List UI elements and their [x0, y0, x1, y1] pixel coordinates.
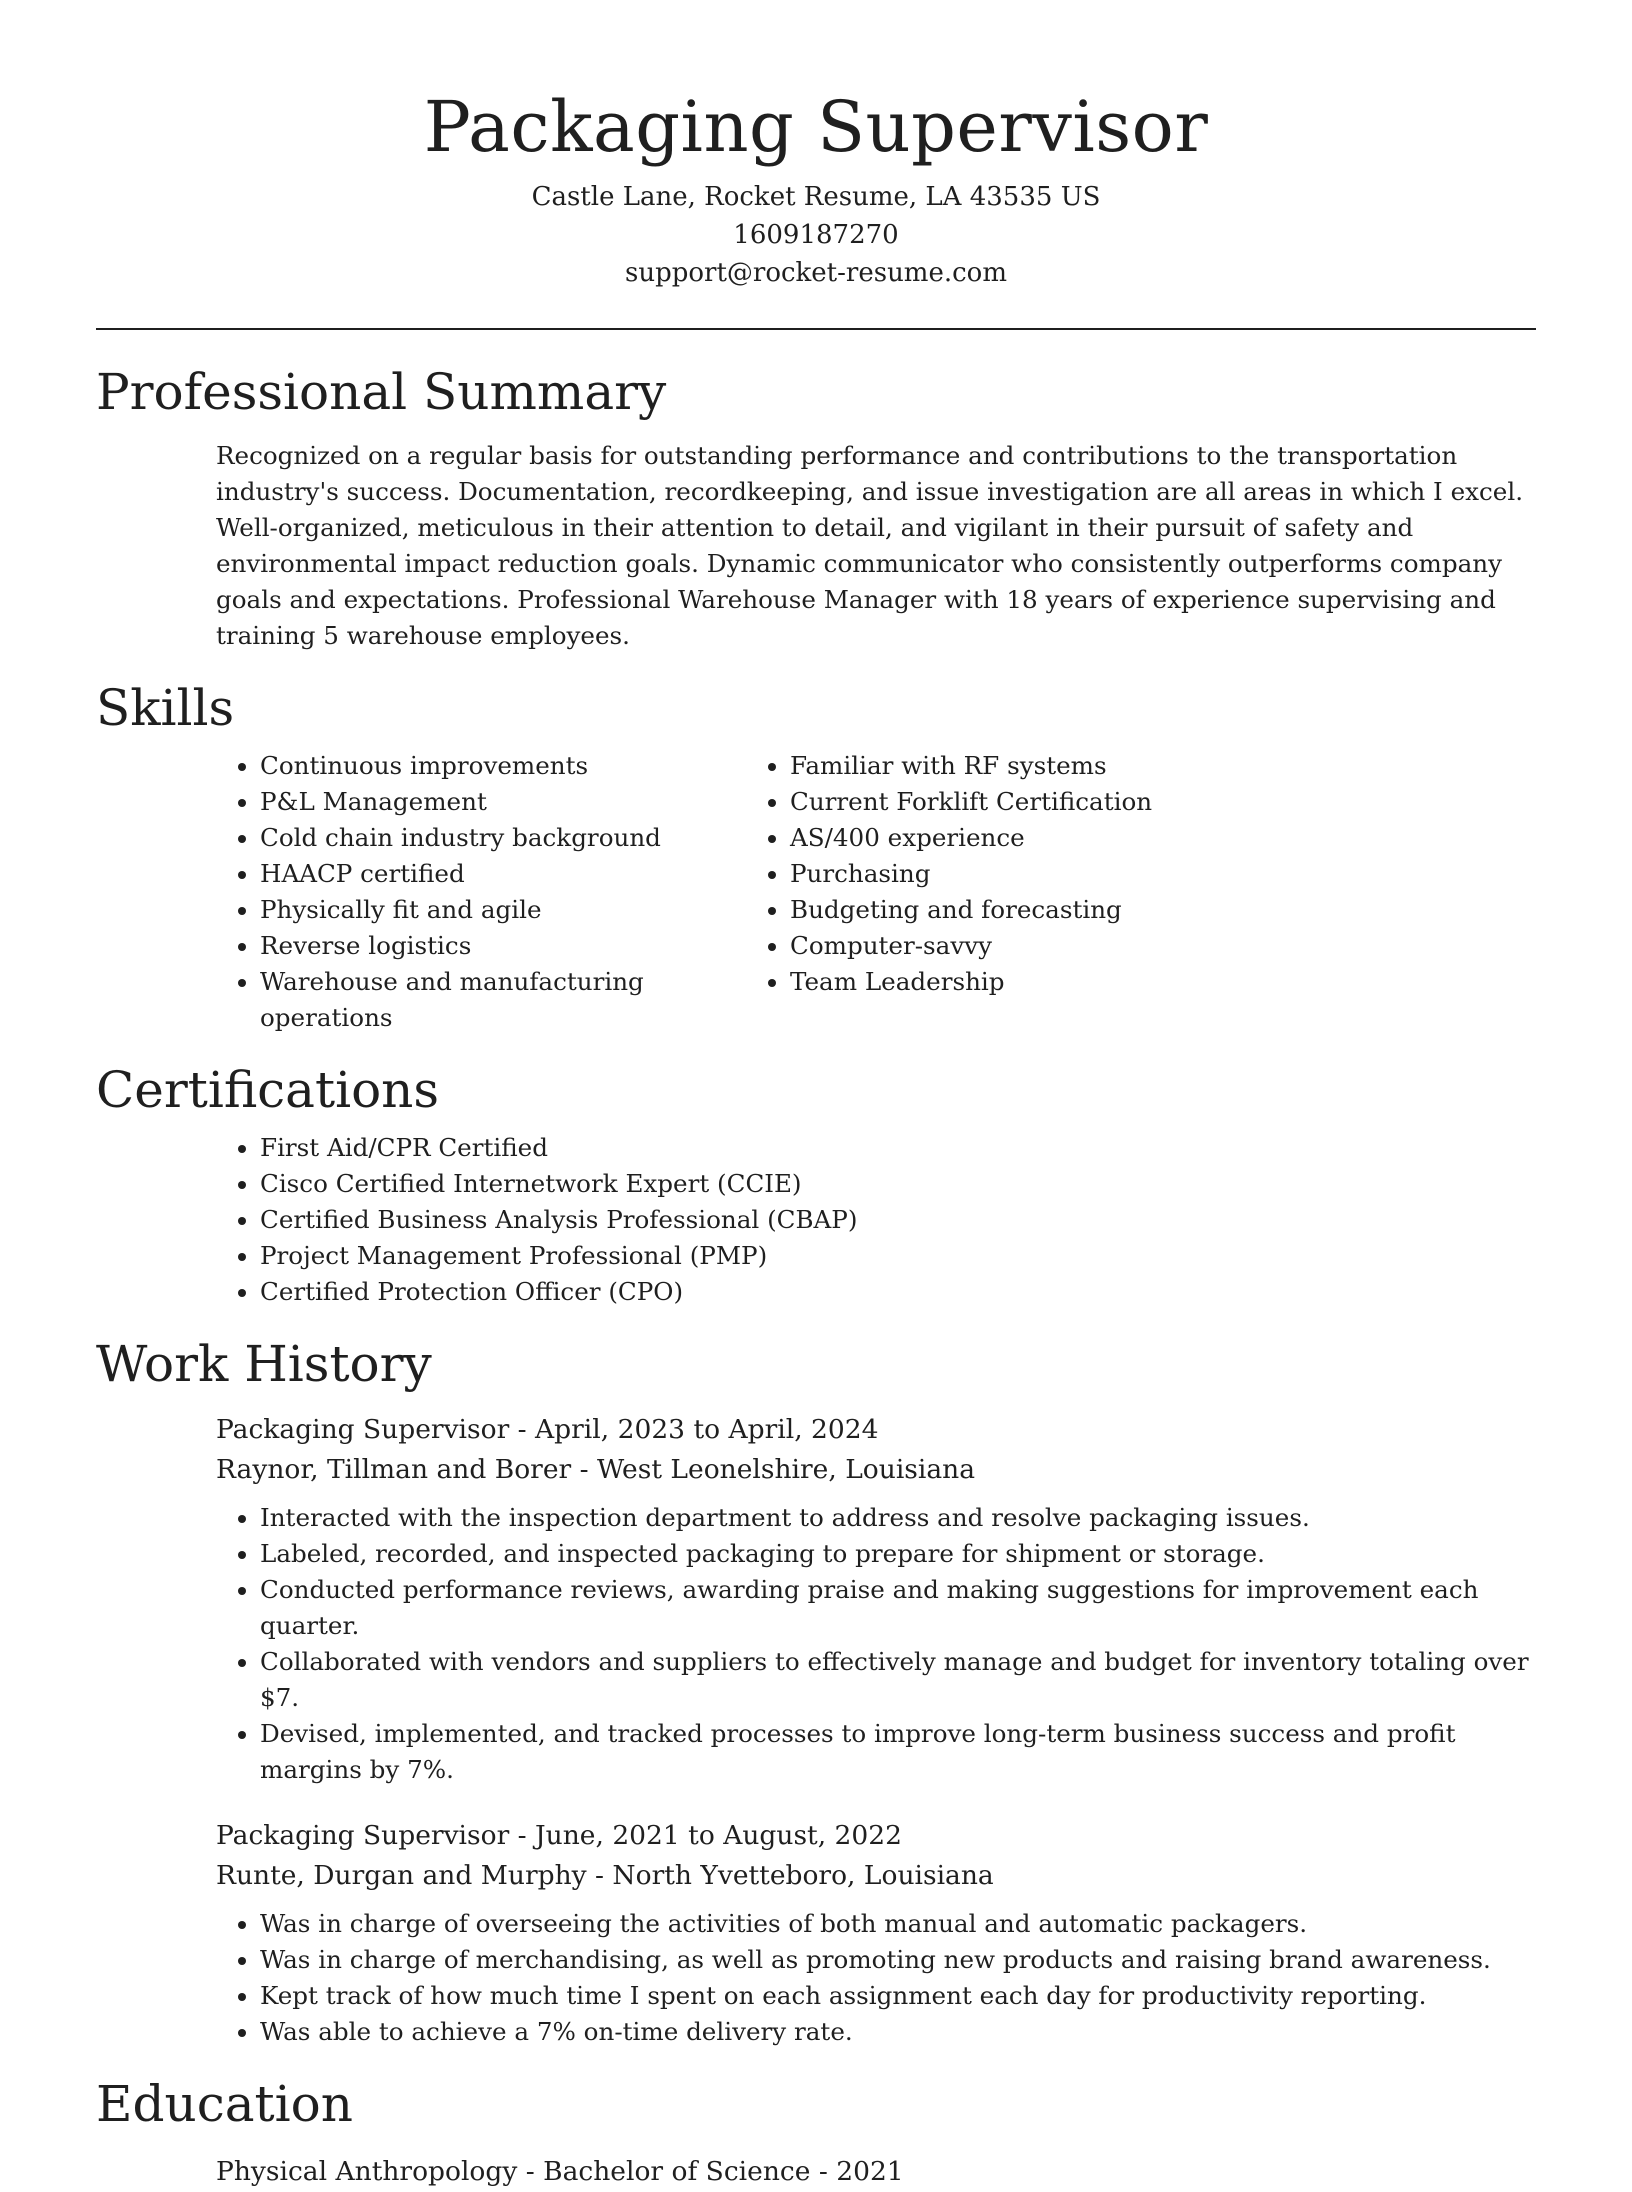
skills-list-right: [746, 748, 1152, 1000]
certification-item: • Certified Business Analysis Professional (CBAP): [260, 1202, 1536, 1238]
skill-item: • Computer-savvy: [790, 928, 1152, 964]
skills-column-left: [96, 748, 746, 1036]
skill-item: • Reverse logistics: [260, 928, 746, 964]
job-duty-item: • Kept track of how much time I spent on each assignment each day for productivity reporting.: [260, 1978, 1536, 2014]
skill-item: • Team Leadership: [790, 964, 1152, 1000]
summary-text: Recognized on a regular basis for outstanding performance and contributions to the transportation industry's success. Documentation, recordkeeping, and issue investigation are all areas in which I excel. Well-organized, meticulous in their attention to detail, and vigilant in their pursuit of safety and environmental impact reduction goals. Dynamic communicator who consistently outperforms company goals and expectations. Professional Warehouse Manager with 18 years of experience supervising and training 5 warehouse employees.: [216, 441, 1524, 650]
skill-item: • Physically fit and agile: [260, 892, 746, 928]
skills-section: [96, 676, 1536, 1036]
job-company-location: Runte, Durgan and Murphy - North Yvetteboro, Louisiana: [216, 1860, 994, 1891]
skill-item: • HAACP certified: [260, 856, 746, 892]
summary-heading: Professional Summary: [96, 363, 667, 421]
skill-item: • AS/400 experience: [790, 820, 1152, 856]
job-duty-item: • Conducted performance reviews, awarding praise and making suggestions for improvement each quarter.: [260, 1572, 1536, 1644]
contact-block: [96, 178, 1536, 292]
job-duty-item: • Was in charge of overseeing the activities of both manual and automatic packagers.: [260, 1906, 1536, 1942]
skills-list-left: [96, 748, 746, 1036]
address: Castle Lane, Rocket Resume, LA 43535 US: [531, 182, 1101, 212]
job-title-dates: Packaging Supervisor - April, 2023 to April, 2024: [216, 1414, 879, 1445]
job-company-location: Raynor, Tillman and Borer - West Leonelshire, Louisiana: [216, 1454, 976, 1485]
job-duty-item: • Devised, implemented, and tracked processes to improve long-term business success and profit margins by 7%.: [260, 1716, 1536, 1788]
phone: 1609187270: [733, 220, 899, 250]
skill-item: • Warehouse and manufacturing operations: [260, 964, 746, 1036]
job-duty-item: • Was able to achieve a 7% on-time delivery rate.: [260, 2014, 1536, 2050]
job-duty-item: • Was in charge of merchandising, as well as promoting new products and raising brand awareness.: [260, 1942, 1536, 1978]
skill-item: • Cold chain industry background: [260, 820, 746, 856]
certification-item: • Cisco Certified Internetwork Expert (CCIE): [260, 1166, 1536, 1202]
summary-section: [96, 360, 1536, 654]
certification-item: • First Aid/CPR Certified: [260, 1130, 1536, 1166]
job-duties-list: [216, 1906, 1536, 2050]
skill-item: • Continuous improvements: [260, 748, 746, 784]
skill-item: • Purchasing: [790, 856, 1152, 892]
education-section: [96, 2072, 1536, 2192]
skill-item: • Current Forklift Certification: [790, 784, 1152, 820]
certifications-section: [96, 1058, 1536, 1310]
work-history-heading: Work History: [96, 1335, 432, 1393]
job-entry: [216, 1410, 1536, 1788]
skill-item: • Familiar with RF systems: [790, 748, 1152, 784]
skill-item: • P&L Management: [260, 784, 746, 820]
work-history-section: [96, 1332, 1536, 2050]
job-title-dates: Packaging Supervisor - June, 2021 to August, 2022: [216, 1820, 902, 1851]
education-heading: Education: [96, 2075, 353, 2133]
skills-columns: [96, 748, 1536, 1036]
job-entry: [216, 1816, 1536, 2050]
certification-item: • Certified Protection Officer (CPO): [260, 1274, 1536, 1310]
header-divider: [96, 328, 1536, 330]
job-duty-item: • Collaborated with vendors and suppliers to effectively manage and budget for inventory totaling over $7.: [260, 1644, 1536, 1716]
certifications-list: [96, 1130, 1536, 1310]
job-duties-list: [216, 1500, 1536, 1788]
certification-item: • Project Management Professional (PMP): [260, 1238, 1536, 1274]
email: support@rocket-resume.com: [624, 258, 1007, 288]
skills-column-right: [746, 748, 1152, 1036]
job-duty-item: • Labeled, recorded, and inspected packaging to prepare for shipment or storage.: [260, 1536, 1536, 1572]
certifications-heading: Certifications: [96, 1061, 440, 1119]
candidate-name: Packaging Supervisor: [423, 86, 1209, 168]
education-entry: Physical Anthropology - Bachelor of Science - 2021: [216, 2156, 904, 2187]
skill-item: • Budgeting and forecasting: [790, 892, 1152, 928]
job-duty-item: • Interacted with the inspection department to address and resolve packaging issues.: [260, 1500, 1536, 1536]
skills-heading: Skills: [96, 679, 235, 737]
resume-header: [96, 0, 1536, 292]
